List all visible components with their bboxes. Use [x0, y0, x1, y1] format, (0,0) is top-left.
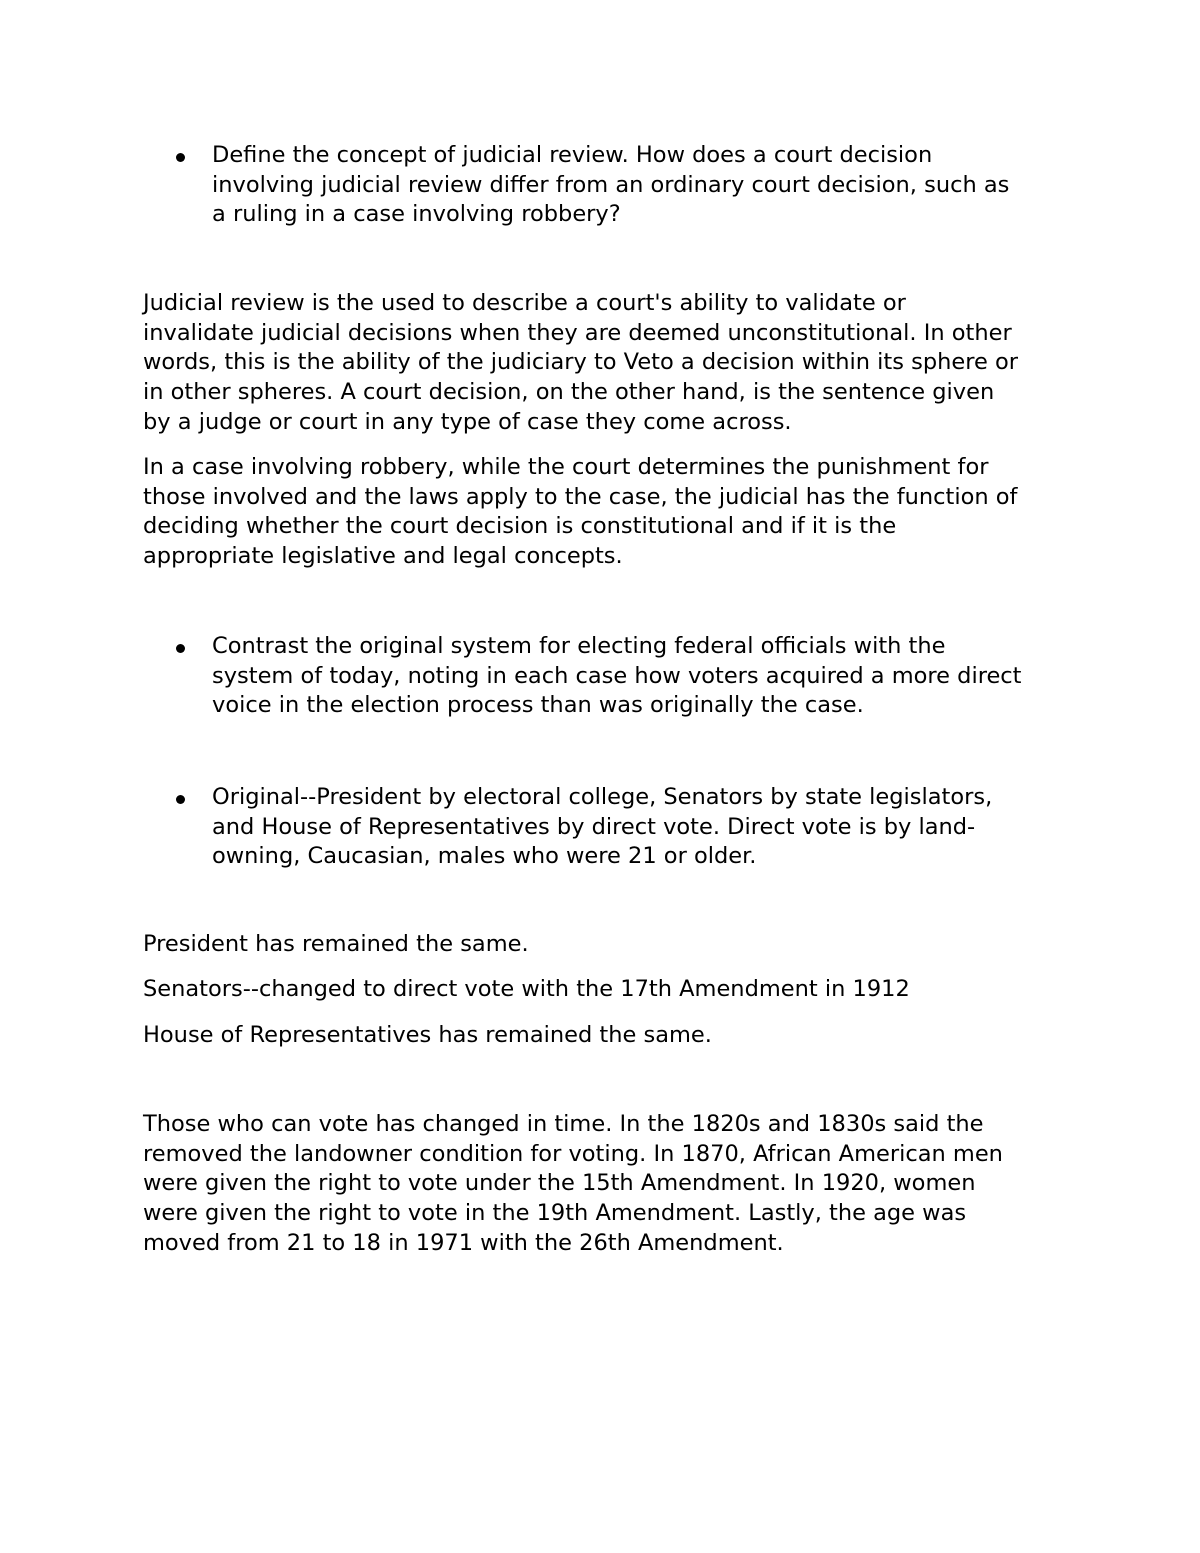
- line-house: House of Representatives has remained the same.: [143, 1022, 712, 1048]
- line-president: President has remained the same.: [143, 931, 529, 957]
- bullet-original-system: [143, 783, 1083, 872]
- answer-1-paragraph-2: In a case involving robbery, while the court determines the punishment for those involved and the laws apply to the case, the judicial has the function of deciding whether the court decision is constitutional and if it is the appropriate legislative and legal concepts.: [143, 454, 1018, 570]
- line-senators: Senators--changed to direct vote with the 17th Amendment in 1912: [143, 976, 910, 1002]
- bullet-icon: [176, 644, 185, 653]
- question-1-text: Define the concept of judicial review. How does a court decision involving judicial review differ from an ordinary court decision, such as a ruling in a case involving robbery?: [212, 142, 1010, 228]
- question-2-text: Contrast the original system for electing federal officials with the system of today, noting in each case how voters acquired a more direct voice in the election process than was originally the case.: [212, 633, 1022, 719]
- original-system-text: Original--President by electoral college, Senators by state legislators, and House of Representatives by direct vote. Direct vote is by land- owning, Caucasian, males who were 21 or older.: [212, 784, 993, 870]
- answer-2-paragraph: Those who can vote has changed in time. In the 1820s and 1830s said the removed the landowner condition for voting. In 1870, African American men were given the right to vote under the 15th Amendment. In 1920, women were given the right to vote in the 19th Amendment. Lastly, the age was moved from 21 to 18 in 1971 with the 26th Amendment.: [143, 1111, 1003, 1256]
- bullet-question-1: [143, 141, 1083, 230]
- bullet-icon: [176, 153, 185, 162]
- answer-1-paragraph-1: Judicial review is the used to describe a court's ability to validate or invalidate judicial decisions when they are deemed unconstitutional. In other words, this is the ability of the judiciary to Veto a decision within its sphere or in other spheres. A court decision, on the other hand, is the sentence given by a judge or court in any type of case they come across.: [143, 290, 1018, 435]
- bullet-question-2: [143, 632, 1083, 721]
- bullet-icon: [176, 795, 185, 804]
